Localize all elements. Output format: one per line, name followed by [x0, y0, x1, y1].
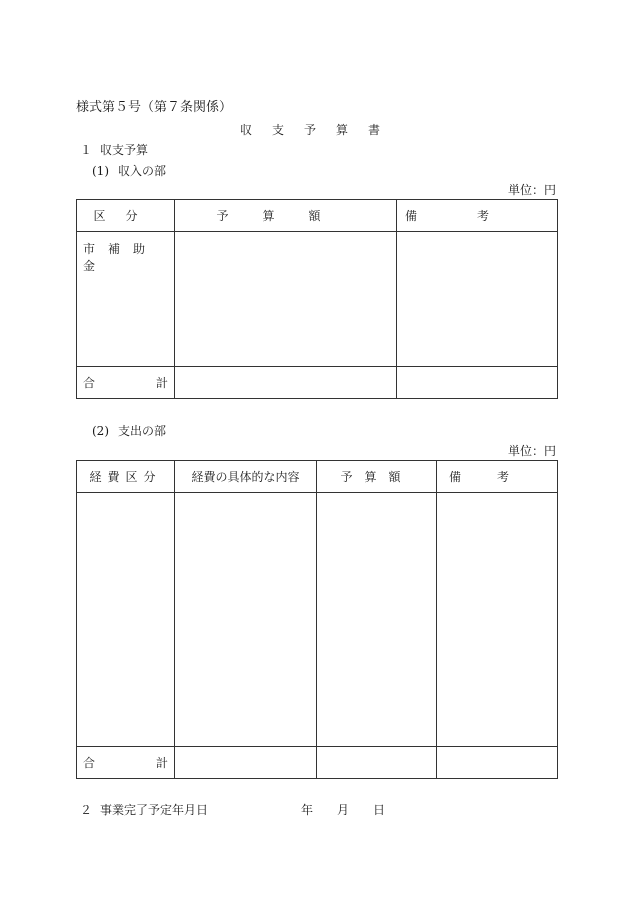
expense-total-label-last: 計	[155, 756, 168, 770]
completion-date	[301, 802, 385, 818]
expense-budget-cell[interactable]	[317, 493, 437, 747]
date-day-label: 日	[373, 803, 386, 817]
expense-total-details-cell[interactable]	[175, 747, 317, 779]
income-heading	[92, 163, 166, 179]
income-total-row	[77, 367, 558, 399]
income-header-row	[77, 200, 558, 232]
expense-heading	[92, 423, 166, 439]
income-total-label-cell	[77, 367, 175, 399]
expense-header-details: 経費の具体的な内容	[175, 461, 317, 493]
income-header-budget: 予算額	[175, 200, 397, 232]
income-row-subsidy	[77, 232, 558, 367]
expense-header-row	[77, 461, 558, 493]
expense-label: 支出の部	[118, 424, 167, 438]
income-header-category: 区分	[77, 200, 175, 232]
date-month-label: 月	[337, 803, 350, 817]
expense-remarks-cell[interactable]	[437, 493, 558, 747]
form-number: 様式第５号（第７条関係）	[76, 100, 233, 115]
expense-total-row	[77, 747, 558, 779]
income-total-label-first: 合	[83, 376, 96, 390]
section-1-label: 収支予算	[100, 143, 149, 157]
income-budget-cell[interactable]	[175, 232, 397, 367]
income-remarks-cell[interactable]	[397, 232, 558, 367]
income-number: (1)	[92, 164, 109, 178]
date-year-label: 年	[301, 803, 314, 817]
expense-header-budget: 予算額	[317, 461, 437, 493]
expense-header-category: 経費区分	[77, 461, 175, 493]
section-1-number: １	[80, 143, 93, 157]
income-row-label-cell	[77, 232, 175, 367]
document-title: 収支予算書	[240, 123, 401, 137]
expense-header-remarks: 備考	[437, 461, 558, 493]
income-header-remarks: 備考	[397, 200, 558, 232]
expense-category-cell[interactable]	[77, 493, 175, 747]
income-unit: 単位：円	[507, 183, 556, 197]
section-2-label: 事業完了予定年月日	[100, 803, 209, 817]
expense-details-cell[interactable]	[175, 493, 317, 747]
income-total-label-last: 計	[155, 376, 168, 390]
expense-total-label-first: 合	[83, 756, 96, 770]
section-2-heading	[80, 802, 208, 818]
section-1-heading	[80, 142, 148, 158]
expense-total-label-cell	[77, 747, 175, 779]
income-total-budget-cell[interactable]	[175, 367, 397, 399]
expense-total-remarks-cell[interactable]	[437, 747, 558, 779]
expense-unit: 単位：円	[507, 444, 556, 458]
subsidy-label-text: 市補助金	[83, 242, 159, 273]
income-total-remarks-cell[interactable]	[397, 367, 558, 399]
section-2-number: ２	[80, 803, 93, 817]
income-label: 収入の部	[118, 164, 167, 178]
expense-total-budget-cell[interactable]	[317, 747, 437, 779]
subsidy-label	[83, 232, 168, 274]
income-table	[76, 199, 558, 399]
expense-table	[76, 460, 558, 779]
expense-number: (2)	[92, 424, 109, 438]
expense-body-row	[77, 493, 558, 747]
